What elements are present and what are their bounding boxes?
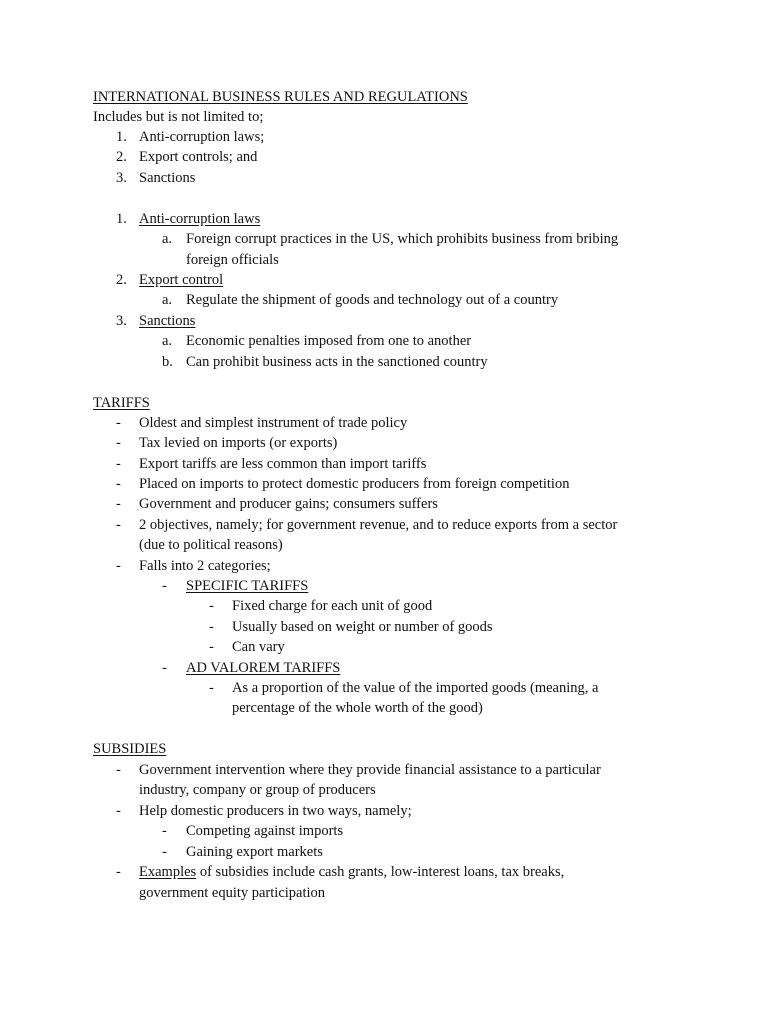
bullet-dash: - [116,476,121,492]
bullet-text: Competing against imports [186,823,344,839]
bullet-dash: - [116,558,121,574]
bullet-dash: - [162,823,167,839]
bullet-text: percentage of the whole worth of the good) [232,700,483,716]
section-number: 1. [116,211,127,227]
bullet-text: government equity participation [139,885,326,901]
bullet-text: Usually based on weight or number of goods [232,619,493,635]
section-heading: SUBSIDIES [93,741,167,757]
bullet-text: As a proportion of the value of the imported goods (meaning, a [232,680,599,696]
bullet-text: Fixed charge for each unit of good [232,598,433,614]
bullet-dash: - [162,844,167,860]
bullet-text: Oldest and simplest instrument of trade policy [139,415,408,431]
bullet-dash: - [209,639,214,655]
bullet-text: Tax levied on imports (or exports) [139,435,338,451]
list-number: 3. [116,170,127,186]
sub-item-text: foreign officials [186,252,279,268]
examples-text: of subsidies include cash grants, low-interest loans, tax breaks, [196,864,565,880]
subheading-specific-tariffs: SPECIFIC TARIFFS [186,578,309,594]
section-heading: Export control [139,272,224,288]
bullet-dash: - [162,660,167,676]
bullet-text: Government intervention where they provide financial assistance to a particular [139,762,601,778]
bullet-text: Can vary [232,639,285,655]
bullet-text: Export tariffs are less common than import tariffs [139,456,427,472]
bullet-text: industry, company or group of producers [139,782,376,798]
bullet-dash: - [116,456,121,472]
bullet-dash: - [209,680,214,696]
section-number: 2. [116,272,127,288]
bullet-dash: - [116,762,121,778]
bullet-text: Falls into 2 categories; [139,558,271,574]
bullet-dash: - [116,435,121,451]
bullet-dash: - [116,864,121,880]
bullet-dash: - [162,578,167,594]
list-item: Export controls; and [139,149,258,165]
list-item: Sanctions [139,170,196,186]
bullet-text: 2 objectives, namely; for government revenue, and to reduce exports from a sector [139,517,618,533]
list-number: 2. [116,149,127,165]
section-heading: Anti-corruption laws [139,211,261,227]
sub-item-text: Foreign corrupt practices in the US, which prohibits business from bribing [186,231,619,247]
bullet-text: Gaining export markets [186,844,323,860]
list-number: 1. [116,129,127,145]
bullet-dash: - [209,619,214,635]
sub-marker: a. [162,333,173,349]
list-item: Anti-corruption laws; [139,129,265,145]
bullet-dash: - [209,598,214,614]
bullet-text: Help domestic producers in two ways, namely; [139,803,412,819]
bullet-text: (due to political reasons) [139,537,283,553]
sub-item-text: Regulate the shipment of goods and technology out of a country [186,292,559,308]
bullet-text: Placed on imports to protect domestic producers from foreign competition [139,476,570,492]
section-heading: Sanctions [139,313,196,329]
examples-line [139,862,564,882]
subheading-ad-valorem-tariffs: AD VALOREM TARIFFS [186,660,341,676]
sub-item-text: Economic penalties imposed from one to another [186,333,472,349]
bullet-dash: - [116,415,121,431]
sub-marker: b. [162,354,173,370]
document-title: INTERNATIONAL BUSINESS RULES AND REGULATIONS [93,89,468,105]
sub-marker: a. [162,231,173,247]
sub-marker: a. [162,292,173,308]
sub-item-text: Can prohibit business acts in the sanctioned country [186,354,488,370]
intro-text: Includes but is not limited to; [93,109,264,125]
bullet-dash: - [116,496,121,512]
bullet-dash: - [116,517,121,533]
section-heading: TARIFFS [93,395,150,411]
bullet-text: Government and producer gains; consumers suffers [139,496,438,512]
section-number: 3. [116,313,127,329]
bullet-dash: - [116,803,121,819]
examples-keyword: Examples [139,864,197,880]
